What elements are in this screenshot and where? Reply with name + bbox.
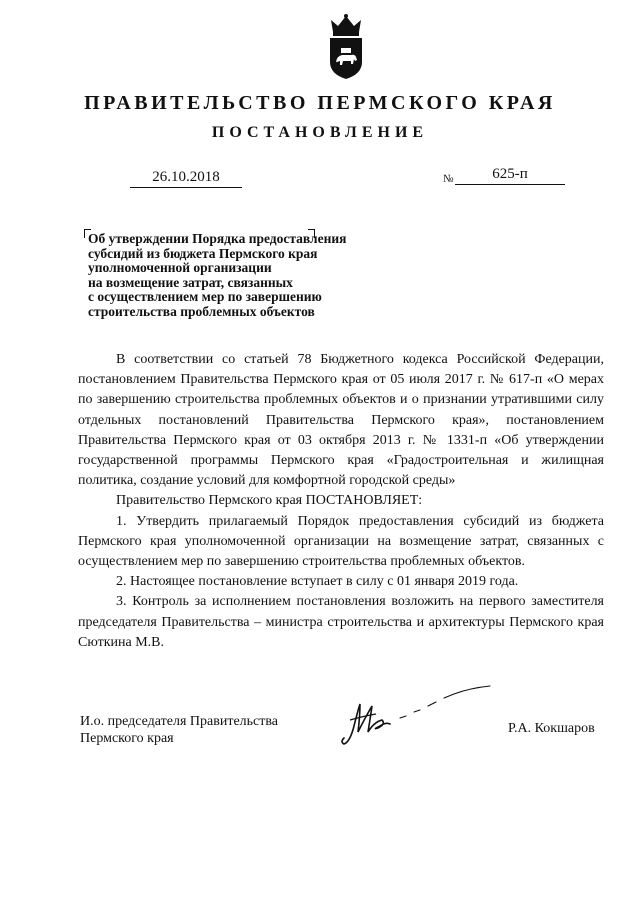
coat-of-arms-icon [327,12,365,80]
government-title: ПРАВИТЕЛЬСТВО ПЕРМСКОГО КРАЯ [84,92,556,114]
resolves-paragraph: Правительство Пермского края ПОСТАНОВЛЯЕТ: [116,493,423,509]
resolution-item-3: 3. Контроль за исполнением постановления возложить на первого заместителя председателя Правительства – министра строительства и архитектуры Пермского края Сюткина М.В. [78,594,604,650]
document-body [78,350,604,653]
document-date: 26.10.2018 [130,169,242,188]
signer-position-line: И.о. председателя Правительства [80,714,279,729]
subject-line: уполномоченной организации [88,260,272,276]
document-type: ПОСТАНОВЛЕНИЕ [211,124,429,141]
resolution-item-2: 2. Настоящее постановление вступает в силу с 01 января 2019 года. [116,574,519,590]
number-label: № [443,173,454,185]
subject-line: с осуществлением мер по завершению [88,289,322,305]
subject-line: строительства проблемных объектов [88,303,315,319]
signer-position [80,713,278,747]
subject-line: Об утверждении Порядка предоставления [88,231,347,246]
resolution-item-1: 1. Утвердить прилагаемый Порядок предоставления субсидий из бюджета Пермского края уполномоченной организации на возмещение затрат, связанных с осуществлением мер по завершению строительства проблемных объектов. [78,513,604,570]
subject-line: на возмещение затрат, связанных [88,274,293,290]
signer-name: Р.А. Кокшаров [508,721,595,736]
document-number: 625-п [455,166,565,185]
preamble-paragraph: В соответствии со статьей 78 Бюджетного кодекса Российской Федерации, постановлением Правительства Пермского края от 05 июля 2017 г. № 617-п «О мерах по завершению строительства проблемных объектов и о признании утратившими силу отдельных постановлений Правительства Пермского края», постановлением Правительства Пермского края от 03 октября 2013 г. № 1331-п «Об утверждении государственной программы Пермского края «Градостроительная и жилищная политика, создание условий для комфортной городской среды» [78,352,604,489]
subject-line: субсидий из бюджета Пермского края [88,245,318,261]
handwritten-signature [330,676,500,748]
document-subject [88,232,398,320]
signer-position-line: Пермского края [80,731,174,746]
